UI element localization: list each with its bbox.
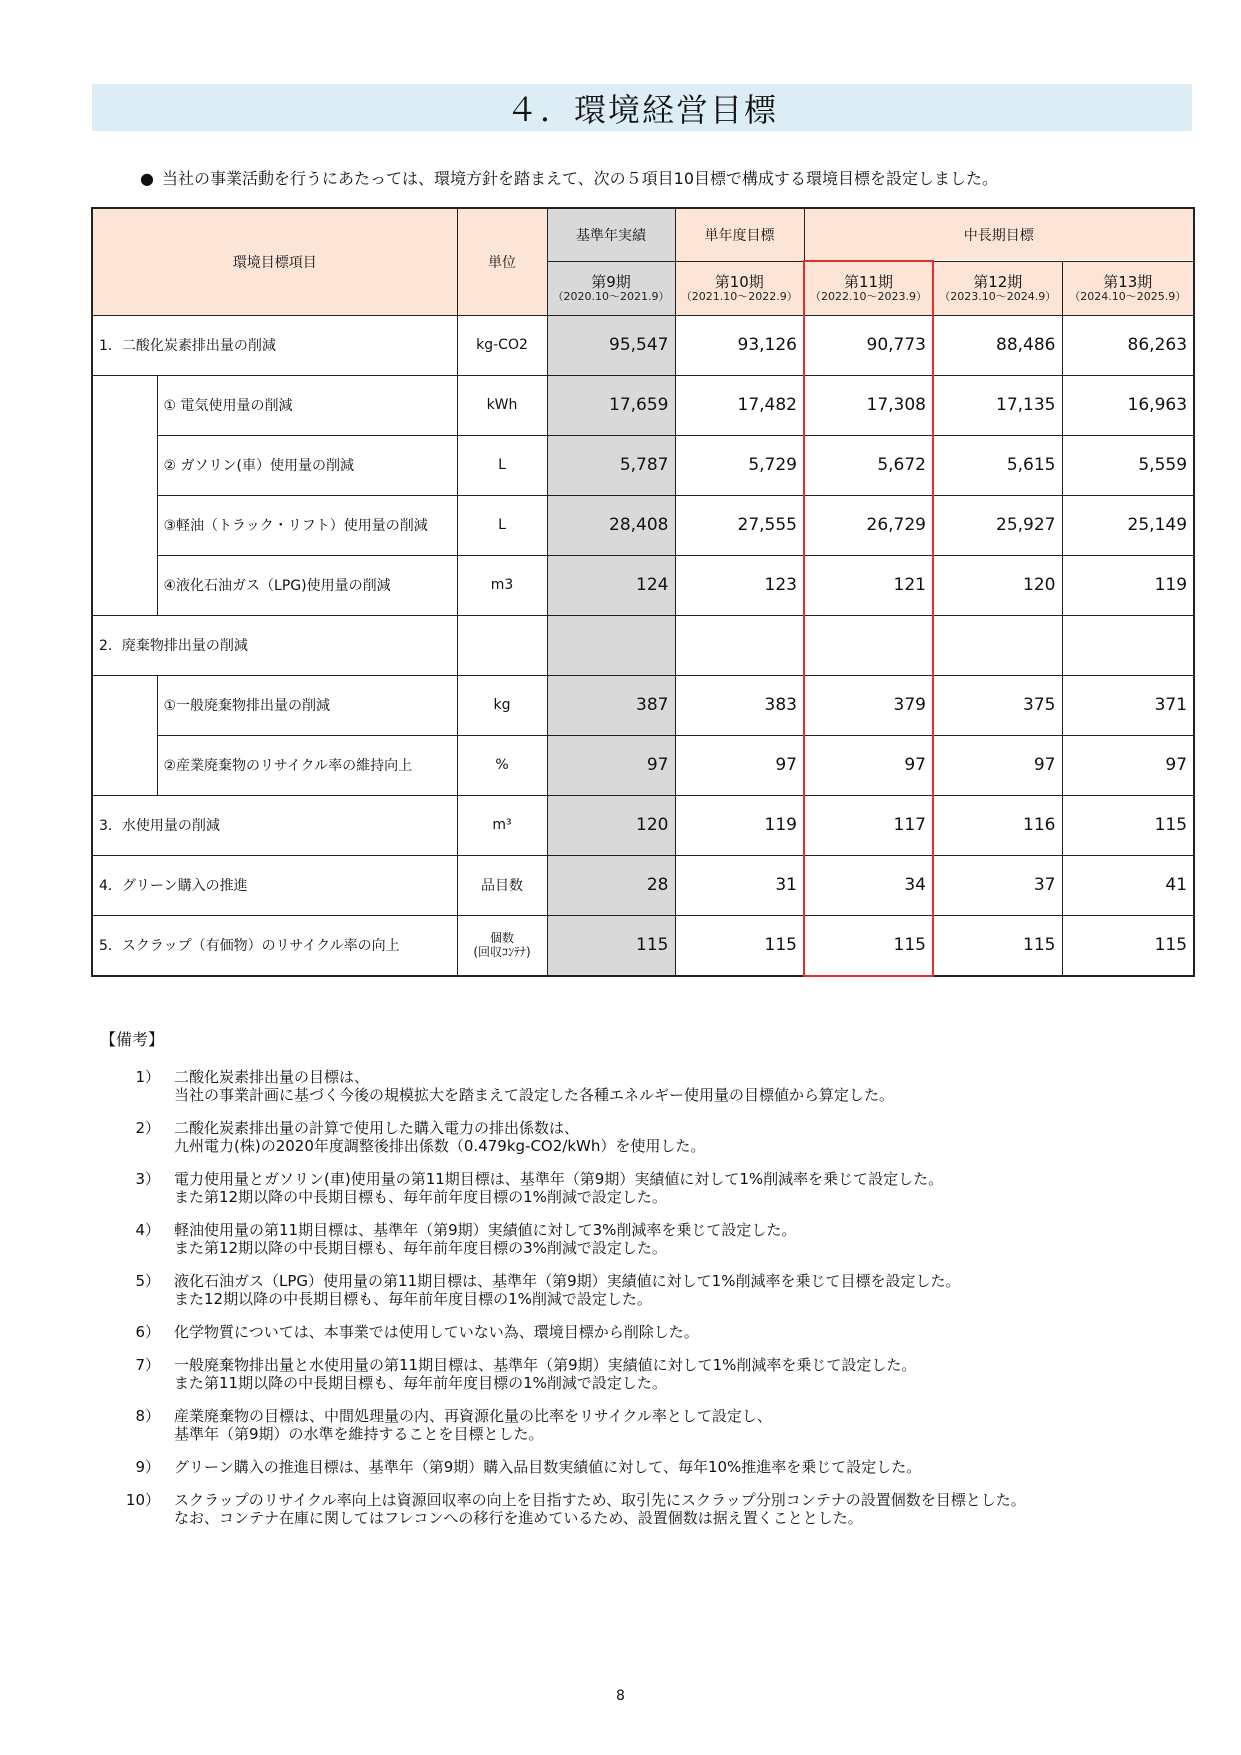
value-cell: 375 — [933, 675, 1062, 735]
header-mid: 中長期目標 — [804, 208, 1194, 261]
value-cell — [933, 615, 1062, 675]
page-title: ４．環境経営目標 — [92, 84, 1192, 131]
value-cell: 121 — [804, 555, 933, 615]
period-name: 第10期 — [714, 272, 764, 291]
row-label: 4．グリーン購入の推進 — [92, 855, 457, 915]
page-number: 8 — [616, 1688, 625, 1704]
note-item — [110, 1407, 1190, 1443]
period-range: （2021.10～2022.9） — [680, 289, 798, 303]
value-cell: 97 — [1062, 735, 1194, 795]
row-label: ④液化石油ガス（LPG)使用量の削減 — [157, 555, 457, 615]
unit-line: 個数 — [489, 931, 514, 945]
value-cell: 97 — [675, 735, 804, 795]
table-row — [92, 435, 1194, 495]
note-line: 当社の事業計画に基づく今後の規模拡大を踏まえて設定した各種エネルギー使用量の目標値から算定した。 — [174, 1086, 895, 1104]
row-label: ③軽油（トラック・リフト）使用量の削減 — [157, 495, 457, 555]
row-label: ②産業廃棄物のリサイクル率の維持向上 — [157, 735, 457, 795]
value-cell: 16,963 — [1062, 375, 1194, 435]
note-line: 二酸化炭素排出量の計算で使用した購入電力の排出係数は、 — [174, 1119, 580, 1137]
row-unit — [457, 615, 547, 675]
header-item: 環境目標項目 — [92, 208, 457, 315]
intro-text — [140, 166, 998, 189]
period-name: 第12期 — [973, 272, 1023, 291]
row-unit: kg — [457, 675, 547, 735]
note-text — [174, 1068, 1190, 1104]
value-cell: 17,482 — [675, 375, 804, 435]
indent-cell — [92, 375, 157, 435]
row-unit: % — [457, 735, 547, 795]
note-text — [174, 1119, 1190, 1155]
row-label: ①一般廃棄物排出量の削減 — [157, 675, 457, 735]
note-item — [110, 1119, 1190, 1155]
value-cell: 25,927 — [933, 495, 1062, 555]
note-number: 1） — [135, 1068, 160, 1086]
indent-cell — [92, 555, 157, 615]
value-cell — [675, 615, 804, 675]
row-unit: m³ — [457, 795, 547, 855]
value-cell — [804, 615, 933, 675]
note-item — [110, 1458, 1190, 1476]
unit-line-sub: (回収ｺﾝﾃﾅ) — [473, 945, 531, 959]
row-label: ② ガソリン(車）使用量の削減 — [157, 435, 457, 495]
value-cell: 5,559 — [1062, 435, 1194, 495]
row-label: 1．二酸化炭素排出量の削減 — [92, 315, 457, 375]
note-item — [110, 1491, 1190, 1527]
note-line: 一般廃棄物排出量と水使用量の第11期目標は、基準年（第9期）実績値に対して1%削減率を乗じて設定した。 — [174, 1356, 917, 1374]
value-cell: 119 — [1062, 555, 1194, 615]
value-cell: 17,659 — [547, 375, 675, 435]
value-cell: 34 — [804, 855, 933, 915]
value-cell: 115 — [1062, 915, 1194, 976]
note-number: 6） — [135, 1323, 160, 1341]
value-cell: 115 — [804, 915, 933, 976]
value-cell: 116 — [933, 795, 1062, 855]
header-single: 単年度目標 — [675, 208, 804, 261]
value-cell: 27,555 — [675, 495, 804, 555]
value-cell: 117 — [804, 795, 933, 855]
note-line: また第11期以降の中長期目標も、毎年前年度目標の1%削減で設定した。 — [174, 1374, 667, 1392]
value-cell: 5,615 — [933, 435, 1062, 495]
value-cell: 120 — [933, 555, 1062, 615]
note-text — [174, 1221, 1190, 1257]
value-cell: 5,672 — [804, 435, 933, 495]
note-line: 二酸化炭素排出量の目標は、 — [174, 1068, 370, 1086]
table-row — [92, 795, 1194, 855]
row-unit: L — [457, 435, 547, 495]
value-cell: 387 — [547, 675, 675, 735]
period-range: （2020.10～2021.9） — [552, 289, 670, 303]
value-cell: 371 — [1062, 675, 1194, 735]
note-line: また第12期以降の中長期目標も、毎年前年度目標の1%削減で設定した。 — [174, 1188, 667, 1206]
period-range: （2024.10～2025.9） — [1069, 289, 1187, 303]
note-item — [110, 1170, 1190, 1206]
indent-cell — [92, 675, 157, 735]
header-base: 基準年実績 — [547, 208, 675, 261]
note-text — [174, 1458, 1190, 1476]
note-number: 3） — [135, 1170, 160, 1188]
header-unit: 単位 — [457, 208, 547, 315]
period-header — [933, 261, 1062, 315]
table-row — [92, 615, 1194, 675]
value-cell: 123 — [675, 555, 804, 615]
note-item — [110, 1221, 1190, 1257]
table-row — [92, 855, 1194, 915]
value-cell: 97 — [547, 735, 675, 795]
value-cell: 28,408 — [547, 495, 675, 555]
value-cell: 115 — [1062, 795, 1194, 855]
note-number: 8） — [135, 1407, 160, 1425]
period-name: 第13期 — [1103, 272, 1153, 291]
value-cell — [1062, 615, 1194, 675]
note-line: 液化石油ガス（LPG）使用量の第11期目標は、基準年（第9期）実績値に対して1%削減率を乗じて目標を設定した。 — [174, 1272, 961, 1290]
value-cell: 97 — [804, 735, 933, 795]
value-cell: 17,135 — [933, 375, 1062, 435]
value-cell: 120 — [547, 795, 675, 855]
indent-cell — [92, 735, 157, 795]
row-unit: L — [457, 495, 547, 555]
row-unit — [457, 915, 547, 976]
row-label: 5．スクラップ（有価物）のリサイクル率の向上 — [92, 915, 457, 976]
table-row — [92, 315, 1194, 375]
value-cell: 93,126 — [675, 315, 804, 375]
note-line: また12期以降の中長期目標も、毎年前年度目標の1%削減で設定した。 — [174, 1290, 652, 1308]
note-item — [110, 1272, 1190, 1308]
note-line: 電力使用量とガソリン(車)使用量の第11期目標は、基準年（第9期）実績値に対して1%削減率を乗じて設定した。 — [174, 1170, 944, 1188]
note-number: 7） — [135, 1356, 160, 1374]
note-text — [174, 1356, 1190, 1392]
note-text — [174, 1170, 1190, 1206]
bullet-icon: ● — [140, 169, 154, 188]
row-label: 2．廃棄物排出量の削減 — [92, 615, 457, 675]
note-line: また第12期以降の中長期目標も、毎年前年度目標の3%削減で設定した。 — [174, 1239, 667, 1257]
value-cell: 95,547 — [547, 315, 675, 375]
notes-list — [110, 1068, 1190, 1542]
note-number: 10） — [125, 1491, 160, 1509]
table-row — [92, 915, 1194, 976]
value-cell: 115 — [675, 915, 804, 976]
value-cell: 28 — [547, 855, 675, 915]
row-unit: kg-CO2 — [457, 315, 547, 375]
table-row — [92, 735, 1194, 795]
note-text — [174, 1407, 1190, 1443]
period-header — [547, 261, 675, 315]
row-label: ① 電気使用量の削減 — [157, 375, 457, 435]
value-cell: 124 — [547, 555, 675, 615]
row-unit: 品目数 — [457, 855, 547, 915]
note-item — [110, 1356, 1190, 1392]
note-number: 9） — [135, 1458, 160, 1476]
row-unit: m3 — [457, 555, 547, 615]
value-cell: 37 — [933, 855, 1062, 915]
note-line: 産業廃棄物の目標は、中間処理量の内、再資源化量の比率をリサイクル率として設定し、 — [174, 1407, 772, 1425]
note-number: 2） — [135, 1119, 160, 1137]
table-row — [92, 675, 1194, 735]
table-row — [92, 555, 1194, 615]
note-line: 軽油使用量の第11期目標は、基準年（第9期）実績値に対して3%削減率を乗じて設定した。 — [174, 1221, 797, 1239]
value-cell: 31 — [675, 855, 804, 915]
note-line: 基準年（第9期）の水準を維持することを目標とした。 — [174, 1425, 544, 1443]
value-cell: 5,729 — [675, 435, 804, 495]
note-text — [174, 1491, 1190, 1527]
note-line: 九州電力(株)の2020年度調整後排出係数（0.479kg-CO2/kWh）を使用した。 — [174, 1137, 706, 1155]
value-cell: 90,773 — [804, 315, 933, 375]
value-cell: 383 — [675, 675, 804, 735]
table-row — [92, 495, 1194, 555]
value-cell: 115 — [933, 915, 1062, 976]
period-name: 第11期 — [843, 272, 894, 291]
indent-cell — [92, 495, 157, 555]
note-item — [110, 1068, 1190, 1104]
indent-cell — [92, 435, 157, 495]
period-name: 第9期 — [591, 272, 631, 291]
value-cell — [547, 615, 675, 675]
period-header-highlighted — [804, 261, 933, 315]
note-line: なお、コンテナ在庫に関してはフレコンへの移行を進めているため、設置個数は据え置くこととした。 — [174, 1509, 863, 1527]
row-unit: kWh — [457, 375, 547, 435]
period-range: （2022.10～2023.9） — [810, 289, 927, 303]
notes-heading: 【備考】 — [100, 1030, 165, 1049]
note-line: 化学物質については、本事業では使用していない為、環境目標から削除した。 — [174, 1323, 699, 1341]
note-line: グリーン購入の推進目標は、基準年（第9期）購入品目数実績値に対して、毎年10%推進率を乗じて設定した。 — [174, 1458, 922, 1476]
table-row — [92, 375, 1194, 435]
note-number: 4） — [135, 1221, 160, 1239]
value-cell: 17,308 — [804, 375, 933, 435]
value-cell: 97 — [933, 735, 1062, 795]
value-cell: 26,729 — [804, 495, 933, 555]
period-range: （2023.10～2024.9） — [939, 289, 1057, 303]
environmental-goals-table — [91, 207, 1195, 977]
value-cell: 88,486 — [933, 315, 1062, 375]
value-cell: 5,787 — [547, 435, 675, 495]
row-label: 3．水使用量の削減 — [92, 795, 457, 855]
note-line: スクラップのリサイクル率向上は資源回収率の向上を目指すため、取引先にスクラップ分別コンテナの設置個数を目標とした。 — [174, 1491, 1026, 1509]
value-cell: 25,149 — [1062, 495, 1194, 555]
value-cell: 86,263 — [1062, 315, 1194, 375]
value-cell: 41 — [1062, 855, 1194, 915]
period-header — [675, 261, 804, 315]
note-text — [174, 1272, 1190, 1308]
period-header — [1062, 261, 1194, 315]
value-cell: 379 — [804, 675, 933, 735]
value-cell: 115 — [547, 915, 675, 976]
note-number: 5） — [135, 1272, 160, 1290]
note-item — [110, 1323, 1190, 1341]
intro-sentence: 当社の事業活動を行うにあたっては、環境方針を踏まえて、次の５項目10目標で構成する環境目標を設定しました。 — [161, 169, 999, 188]
value-cell: 119 — [675, 795, 804, 855]
note-text — [174, 1323, 1190, 1341]
